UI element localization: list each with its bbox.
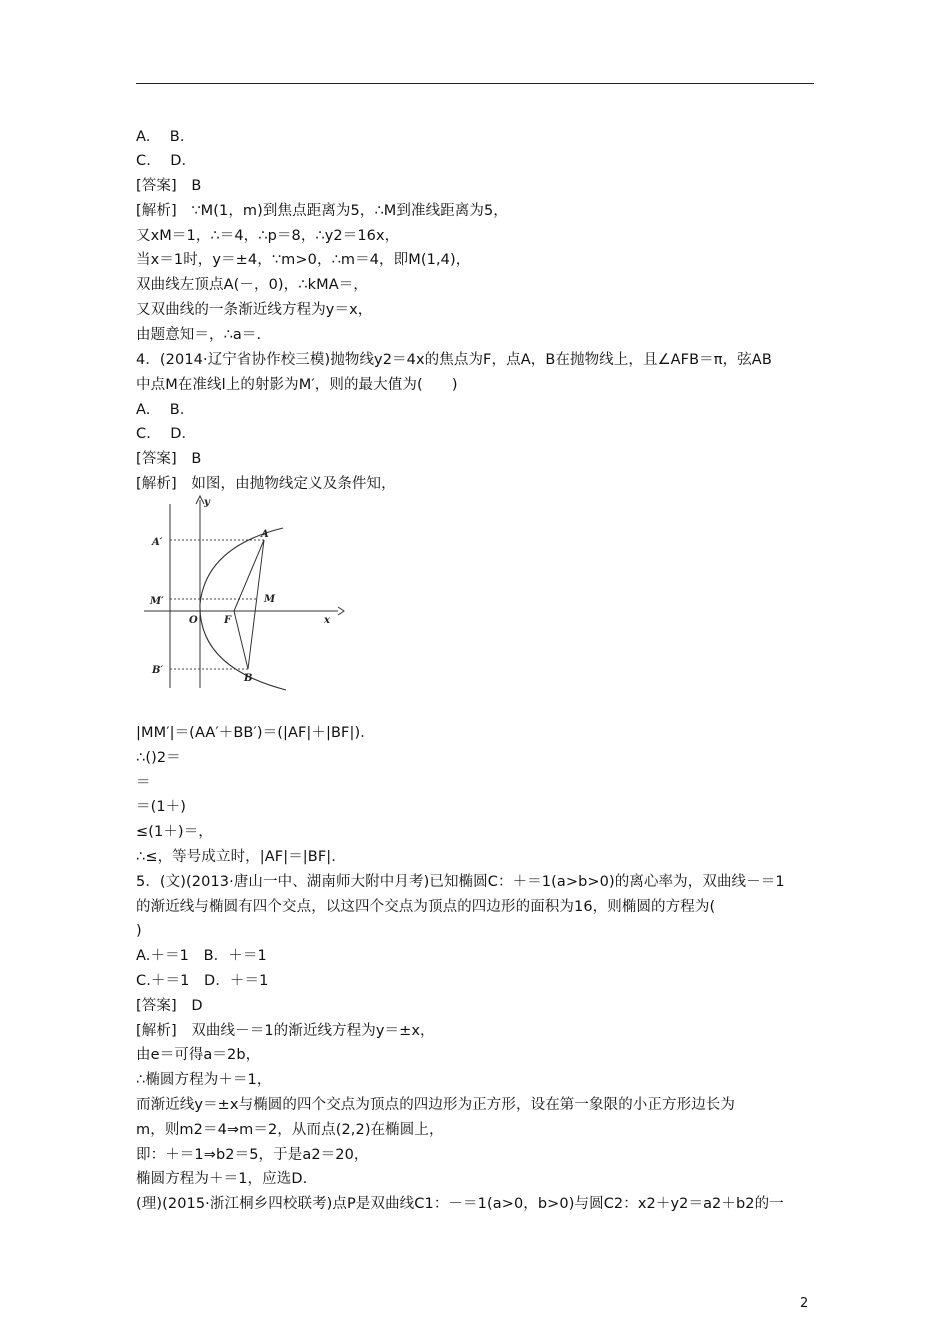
text-line: )	[136, 923, 142, 939]
text-line: ∴≤，等号成立时，|AF|＝|BF|.	[136, 849, 336, 865]
text-line: ＝	[136, 775, 151, 791]
text-line: 中点M在准线l上的射影为M′，则的最大值为( )	[136, 377, 458, 393]
label-point-m: M	[264, 594, 276, 605]
parabola-figure	[138, 492, 348, 692]
text-line: C.＋＝1 D．＋＝1	[136, 973, 269, 989]
text-line: 又xM＝1，∴＝4，∴p＝8，∴y2＝16x，	[136, 228, 400, 244]
label-point-a: A	[261, 529, 269, 540]
text-line: ∴椭圆方程为＋＝1，	[136, 1072, 272, 1088]
text-line: 的渐近线与椭圆有四个交点，以这四个交点为顶点的四边形的面积为16，则椭圆的方程为(	[136, 899, 716, 915]
text-line: [答案] B	[136, 178, 202, 194]
text-line: 双曲线左顶点A(－，0)，∴kMA＝，	[136, 277, 368, 293]
text-line: (理)(2015·浙江桐乡四校联考)点P是双曲线C1：－＝1(a>0，b>0)与圆C2：x2＋y2＝a2＋b2的一	[136, 1196, 784, 1212]
label-origin: O	[189, 615, 198, 626]
text-line: 由题意知＝，∴a＝.	[136, 327, 262, 343]
text-line: A. B．	[136, 402, 195, 418]
text-line: ∴()2＝	[136, 750, 181, 766]
label-point-b: B	[244, 673, 253, 684]
text-line: ≤(1＋)＝，	[136, 824, 213, 840]
text-line: 当x＝1时，y＝±4，∵m>0，∴m＝4，即M(1,4)，	[136, 252, 471, 268]
parabola-curve	[200, 528, 286, 690]
text-line: A. B．	[136, 129, 195, 145]
text-line: [解析] 双曲线－＝1的渐近线方程为y＝±x，	[136, 1023, 435, 1039]
text-line: 即：＋＝1⇒b2＝5，于是a2＝20，	[136, 1147, 369, 1163]
label-a-prime: A′	[152, 537, 163, 548]
text-line: C. D．	[136, 426, 197, 442]
text-line: C. D．	[136, 153, 197, 169]
label-y: y	[204, 497, 210, 508]
label-focus: F	[224, 615, 232, 626]
text-line: [解析] 如图，由抛物线定义及条件知，	[136, 476, 396, 492]
text-line: [答案] B	[136, 451, 202, 467]
text-line: ＝(1＋)	[136, 799, 187, 815]
page-number: 2	[800, 1296, 809, 1311]
x-arrow-icon	[338, 607, 344, 615]
label-x: x	[324, 615, 330, 626]
text-line: 4．(2014·辽宁省协作校三模)抛物线y2＝4x的焦点为F，点A，B在抛物线上，且∠AFB＝π，弦AB	[136, 352, 772, 368]
label-b-prime: B′	[152, 665, 164, 676]
text-line: 由e＝可得a＝2b，	[136, 1047, 261, 1063]
label-m-prime: M′	[150, 596, 164, 607]
text-line: [答案] D	[136, 998, 203, 1014]
text-line: 椭圆方程为＋＝1，应选D.	[136, 1171, 308, 1187]
text-line: |MM′|＝(AA′＋BB′)＝(|AF|＋|BF|)．	[136, 725, 375, 741]
text-line: 又双曲线的一条渐近线方程为y＝x，	[136, 302, 373, 318]
text-line: A.＋＝1 B．＋＝1	[136, 948, 267, 964]
segment-fb	[234, 611, 248, 669]
text-line: 而渐近线y＝±x与椭圆的四个交点为顶点的四边形为正方形，设在第一象限的小正方形边长为	[136, 1097, 736, 1113]
text-line: m，则m2＝4⇒m＝2，从而点(2,2)在椭圆上，	[136, 1122, 444, 1138]
header-rule	[136, 83, 814, 84]
text-line: 5．(文)(2013·唐山一中、湖南师大附中月考)已知椭圆C：＋＝1(a>b>0)的离心率为，双曲线－＝1	[136, 874, 785, 890]
text-line: [解析] ∵M(1，m)到焦点距离为5，∴M到准线距离为5，	[136, 203, 508, 219]
